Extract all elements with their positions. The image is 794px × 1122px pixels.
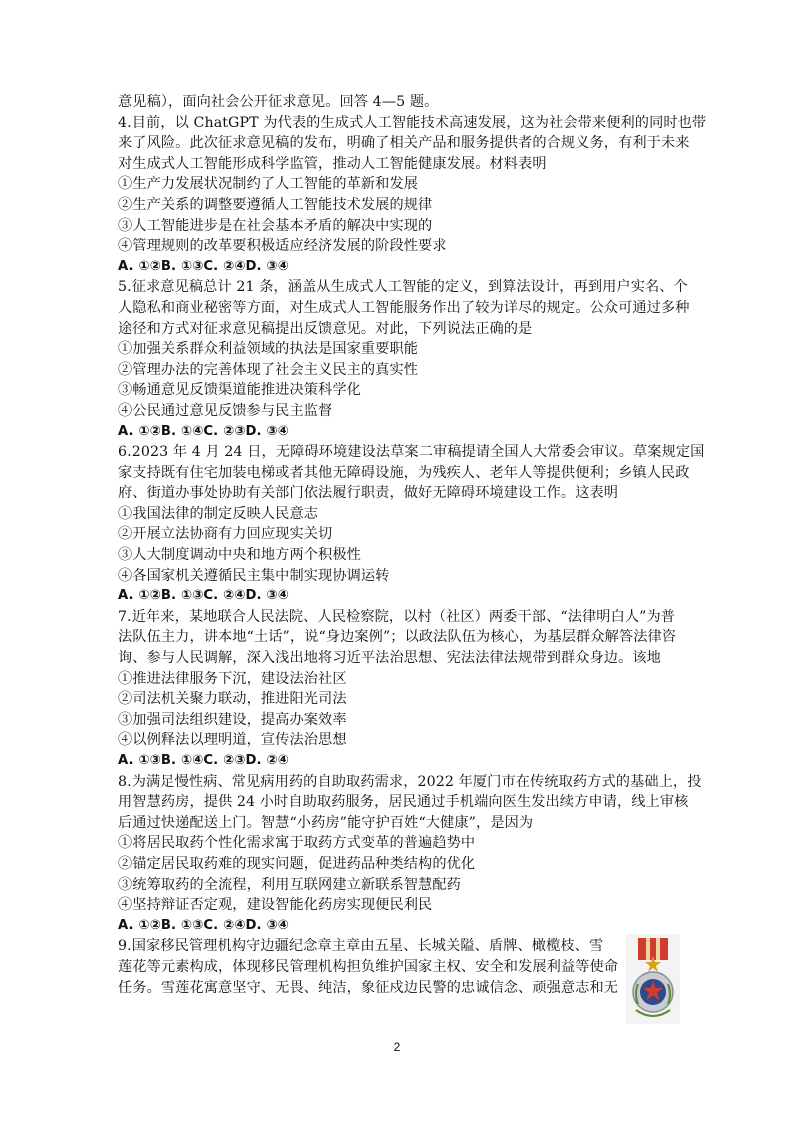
question-stem-line: 家支持既有住宅加装电梯或者其他无障碍设施，为残疾人、老年人等提供便利；乡镇人民政 xyxy=(118,464,690,481)
answer-item: ④以例释法以理明道，宣传法治思想 xyxy=(118,732,347,749)
answer-item: ④坚持辩证否定观，建设智能化药房实现便民利民 xyxy=(118,897,433,914)
question-stem-line: 4.目前，以 ChatGPT 为代表的生成式人工智能技术高速发展，这为社会带来便利的同时也带 xyxy=(118,114,707,131)
answer-item: ④各国家机关遵循民主集中制实现协调运转 xyxy=(118,567,390,584)
question-6 xyxy=(118,442,705,607)
answer-options: A. ①②B. ①③C. ②④D. ③④ xyxy=(118,588,289,604)
question-stem-line: 6.2023 年 4 月 24 日，无障碍环境建设法草案二审稿提请全国人大常委会审议。草案规定国 xyxy=(118,444,705,461)
question-stem-line: 后通过快递配送上门。智慧“小药房”能守护百姓“大健康”，是因为 xyxy=(118,814,534,831)
answer-item: ②管理办法的完善体现了社会主义民主的真实性 xyxy=(118,361,419,378)
answer-item: ③统筹取药的全流程，利用互联网建立新联系智慧配药 xyxy=(118,876,461,893)
question-stem-line: 5.征求意见稿总计 21 条，涵盖从生成式人工智能的定义，到算法设计，再到用户实名、个 xyxy=(118,279,688,296)
answer-item: ②司法机关聚力联动，推进阳光司法 xyxy=(118,691,347,708)
answer-item: ②开展立法协商有力回应现实关切 xyxy=(118,526,333,543)
question-8 xyxy=(118,772,702,937)
question-stem-line: 途径和方式对征求意见稿提出反馈意见。对此，下列说法正确的是 xyxy=(118,320,533,337)
question-stem-line: 府、街道办事处协助有关部门依法履行职责，做好无障碍环境建设工作。这表明 xyxy=(118,485,619,502)
answer-item: ①我国法律的制定反映人民意志 xyxy=(118,505,319,522)
answer-item: ①将居民取药个性化需求寓于取药方式变革的普遍趋势中 xyxy=(118,835,476,852)
answer-options: A. ①②B. ①③C. ②④D. ③④ xyxy=(118,258,289,274)
answer-item: ①加强关系群众利益领域的执法是国家重要职能 xyxy=(118,341,419,358)
question-stem-line: 法队伍主力，讲本地“土话”，说“身边案例”；以政法队伍为核心，为基层群众解答法律咨 xyxy=(118,629,677,646)
answer-item: ②锚定居民取药难的现实问题，促进药品种类结构的优化 xyxy=(118,855,476,872)
question-stem-line: 任务。雪莲花寓意坚守、无畏、纯洁，象征戍边民警的忠诚信念、顽强意志和无 xyxy=(118,979,619,996)
question-stem-line: 人隐私和商业秘密等方面，对生成式人工智能服务作出了较为详尽的规定。公众可通过多种 xyxy=(118,299,690,316)
medal-image xyxy=(626,934,680,1024)
answer-item: ③畅通意见反馈渠道能推进决策科学化 xyxy=(118,382,361,399)
question-5 xyxy=(118,277,690,442)
question-stem-line: 9.国家移民管理机构守边疆纪念章主章由五星、长城关隘、盾牌、橄榄枝、雪 xyxy=(118,938,604,955)
answer-item: ①推进法律服务下沉，建设法治社区 xyxy=(118,670,347,687)
question-stem-line: 用智慧药房，提供 24 小时自助取药服务，居民通过手机端向医生发出续方申请，线上审核 xyxy=(118,794,689,811)
answer-options: A. ①③B. ①④C. ②③D. ②④ xyxy=(118,753,289,768)
question-stem-line: 莲花等元素构成，体现移民管理机构担负维护国家主权、安全和发展利益等使命 xyxy=(118,958,619,975)
page-number: 2 xyxy=(393,1040,401,1054)
question-9 xyxy=(118,936,678,998)
answer-item: ③人大制度调动中央和地方两个积极性 xyxy=(118,547,361,564)
answer-item: ①生产力发展状况制约了人工智能的革新和发展 xyxy=(118,176,419,193)
question-stem-line: 7.近年来，某地联合人民法院、人民检察院，以村（社区）两委干部、“法律明白人”为普 xyxy=(118,608,676,625)
answer-item: ③人工智能进步是在社会基本矛盾的解决中实现的 xyxy=(118,217,433,234)
answer-item: ④公民通过意见反馈参与民主监督 xyxy=(118,402,333,419)
question-stem-line: 8.为满足慢性病、常见病用药的自助取药需求，2022 年厦门市在传统取药方式的基础上，投 xyxy=(118,773,702,790)
intro-line: 意见稿），面向社会公开征求意见。回答 4—5 题。 xyxy=(118,94,439,110)
answer-item: ②生产关系的调整要遵循人工智能技术发展的规律 xyxy=(118,196,433,213)
question-4 xyxy=(118,113,707,278)
question-stem-line: 对生成式人工智能形成科学监管，推动人工智能健康发展。材料表明 xyxy=(118,155,547,172)
question-stem-line: 来了风险。此次征求意见稿的发布，明确了相关产品和服务提供者的合规义务，有利于未来 xyxy=(118,135,690,152)
answer-options: A. ①②B. ①③C. ②④D. ③④ xyxy=(118,917,289,933)
answer-item: ④管理规则的改革要积极适应经济发展的阶段性要求 xyxy=(118,238,447,255)
answer-options: A. ①②B. ①④C. ②③D. ③④ xyxy=(118,423,289,439)
answer-item: ③加强司法组织建设，提高办案效率 xyxy=(118,711,347,728)
document-body xyxy=(118,92,707,998)
question-7 xyxy=(118,607,678,772)
question-stem-line: 询、参与人民调解，深入浅出地将习近平法治思想、宪法法律法规带到群众身边。该地 xyxy=(118,650,661,667)
medal-icon xyxy=(626,934,680,1024)
